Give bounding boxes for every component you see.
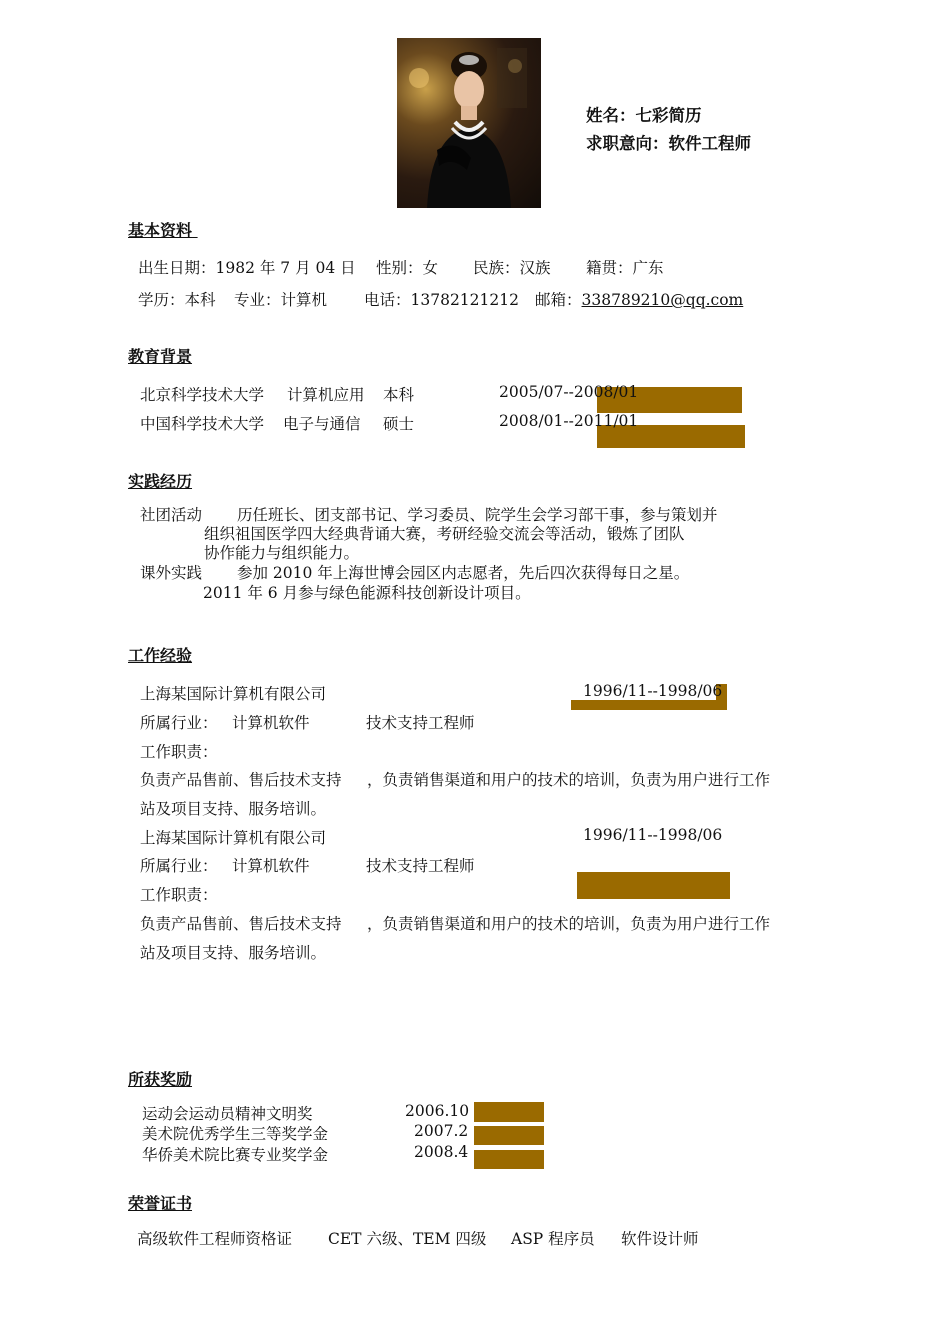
email-row <box>535 288 743 310</box>
award-name: 华侨美术院比赛专业奖学金 <box>142 1146 329 1164</box>
job-duty-line: ，负责销售渠道和用户的技术的培训，负责为用户进行工作 <box>367 915 771 933</box>
job-duty-line: 站及项目支持、服务培训。 <box>140 944 327 962</box>
edu-degree: 本科 <box>383 386 415 404</box>
job-period: 1996/11--1998/06 <box>583 682 723 700</box>
edu-period: 2005/07--2008/01 <box>499 383 639 401</box>
cert-item: ASP 程序员 <box>511 1230 595 1248</box>
job-period: 1996/11--1998/06 <box>583 826 723 844</box>
birth-date: 出生日期：1982 年 7 月 04 日 <box>138 259 356 277</box>
job-title: 技术支持工程师 <box>366 857 475 875</box>
gender: 性别：女 <box>376 259 439 277</box>
email-label: 邮箱： <box>535 291 582 309</box>
practice-club-line: 历任班长、团支部书记、学习委员、院学生会学习部干事，参与策划并 <box>237 506 718 524</box>
job-company: 上海某国际计算机有限公司 <box>140 829 327 847</box>
edu-major: 电子与通信 <box>283 415 361 433</box>
practice-club-label: 社团活动 <box>140 506 203 524</box>
job-duty-label: 工作职责： <box>140 886 218 904</box>
phone: 电话：13782121212 <box>364 291 519 309</box>
edu-degree: 硕士 <box>383 415 415 433</box>
portrait-illustration <box>397 38 541 208</box>
highlight-bar <box>474 1126 544 1145</box>
job-industry: 计算机软件 <box>232 714 310 732</box>
highlight-bar <box>571 700 723 710</box>
cert-item: 高级软件工程师资格证 <box>137 1230 293 1248</box>
major: 专业：计算机 <box>234 291 328 309</box>
edu-school: 北京科学技术大学 <box>140 386 265 404</box>
job-duty-line: 负责产品售前、售后技术支持 <box>140 915 342 933</box>
section-heading-work: 工作经验 <box>128 646 193 665</box>
practice-extra-label: 课外实践 <box>140 564 203 582</box>
edu-period: 2008/01--2011/01 <box>499 412 639 430</box>
edu-school: 中国科学技术大学 <box>140 415 265 433</box>
highlight-bar <box>474 1150 544 1169</box>
job-company: 上海某国际计算机有限公司 <box>140 685 327 703</box>
section-heading-basic: 基本资料 <box>128 221 193 240</box>
job-duty-label: 工作职责： <box>140 743 218 761</box>
cert-item: 软件设计师 <box>621 1230 699 1248</box>
practice-extra-line: 参加 2010 年上海世博会园区内志愿者，先后四次获得每日之星。 <box>237 564 690 582</box>
award-name: 美术院优秀学生三等奖学金 <box>142 1125 329 1143</box>
award-date: 2006.10 <box>405 1102 470 1120</box>
award-name: 运动会运动员精神文明奖 <box>142 1105 313 1123</box>
job-duty-line: 负责产品售前、售后技术支持 <box>140 771 342 789</box>
hometown: 籍贯：广东 <box>586 259 664 277</box>
highlight-bar <box>474 1102 544 1122</box>
job-industry: 计算机软件 <box>232 857 310 875</box>
email-link[interactable]: 338789210@qq.com <box>581 291 744 309</box>
job-title: 技术支持工程师 <box>366 714 475 732</box>
award-date: 2007.2 <box>414 1122 469 1140</box>
profile-photo <box>397 38 541 208</box>
education-level: 学历：本科 <box>138 291 216 309</box>
edu-major: 计算机应用 <box>287 386 365 404</box>
highlight-bar <box>577 872 730 899</box>
section-heading-education: 教育背景 <box>128 347 193 366</box>
objective-text: 求职意向：软件工程师 <box>586 134 751 153</box>
award-date: 2008.4 <box>414 1143 469 1161</box>
practice-club-line: 组织祖国医学四大经典背诵大赛，考研经验交流会等活动，锻炼了团队 <box>204 525 685 543</box>
job-industry-label: 所属行业： <box>140 714 218 732</box>
cert-item: CET 六级、TEM 四级 <box>328 1230 487 1248</box>
job-duty-line: ，负责销售渠道和用户的技术的培训，负责为用户进行工作 <box>367 771 771 789</box>
job-duty-line: 站及项目支持、服务培训。 <box>140 800 327 818</box>
section-heading-certs: 荣誉证书 <box>128 1194 193 1213</box>
section-heading-awards: 所获奖励 <box>128 1070 193 1089</box>
job-industry-label: 所属行业： <box>140 857 218 875</box>
practice-extra-line: 2011 年 6 月参与绿色能源科技创新设计项目。 <box>203 584 531 602</box>
section-heading-practice: 实践经历 <box>128 472 193 491</box>
name-text: 姓名：七彩简历 <box>586 106 702 125</box>
practice-club-line: 协作能力与组织能力。 <box>204 544 360 562</box>
ethnicity: 民族：汉族 <box>473 259 551 277</box>
